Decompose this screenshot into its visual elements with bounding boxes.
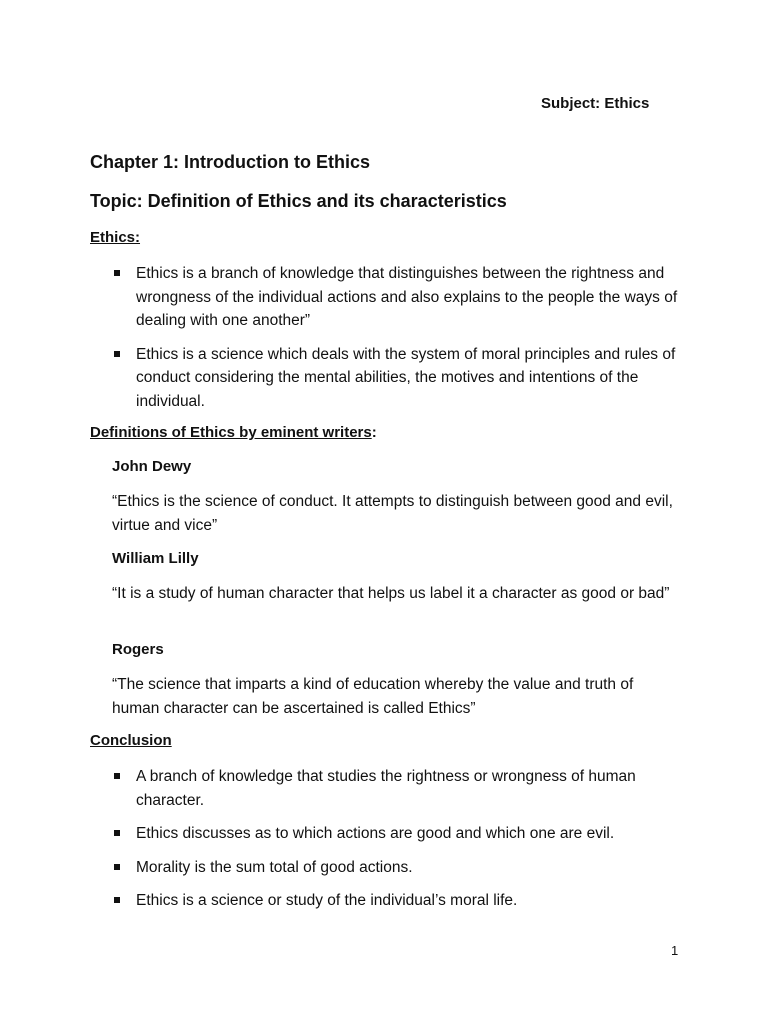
conclusion-heading-text: Conclusion [90, 732, 172, 749]
page-number: 1 [671, 943, 679, 958]
list-item [112, 343, 692, 414]
writer-name-dewy: John Dewy [112, 458, 192, 475]
bullet-text: Ethics is a science or study of the individual’s moral life. [136, 892, 518, 909]
conclusion-bullet-list [112, 765, 692, 913]
writer-quote-rogers: “The science that imparts a kind of education whereby the value and truth of human character can be ascertained is called Ethics” [112, 676, 634, 717]
bullet-text: Ethics is a science which deals with the system of moral principles and rules of conduct considering the mental abilities, the motives and intentions of the individual. [136, 345, 676, 410]
ethics-bullet-list [112, 262, 692, 413]
square-bullet-icon [114, 897, 120, 903]
square-bullet-icon [114, 773, 120, 779]
bullet-text: Ethics is a branch of knowledge that distinguishes between the rightness and wrongness of the individual actions and also explains to the people the ways of dealing with one another” [136, 265, 678, 329]
ethics-heading [90, 229, 140, 246]
list-item [112, 889, 692, 913]
definitions-heading-text: Definitions of Ethics by eminent writers [90, 424, 372, 441]
square-bullet-icon [114, 270, 120, 276]
topic-title: Topic: Definition of Ethics and its characteristics [90, 191, 507, 211]
bullet-text: A branch of knowledge that studies the rightness or wrongness of human character. [136, 768, 636, 809]
square-bullet-icon [114, 351, 120, 357]
subject-label: Subject: Ethics [541, 95, 650, 112]
list-item [112, 765, 692, 812]
list-item [112, 856, 692, 880]
conclusion-heading [90, 732, 172, 749]
ethics-heading-text: Ethics: [90, 229, 141, 246]
list-item [112, 262, 692, 333]
chapter-title: Chapter 1: Introduction to Ethics [90, 152, 371, 172]
writer-name-rogers: Rogers [112, 641, 164, 658]
square-bullet-icon [114, 830, 120, 836]
writer-quote-dewy: “Ethics is the science of conduct. It attempts to distinguish between good and evil, virtue and vice” [112, 493, 673, 534]
bullet-text: Ethics discusses as to which actions are good and which one are evil. [136, 825, 615, 842]
writer-quote-lilly: “It is a study of human character that helps us label it a character as good or bad” [112, 585, 670, 602]
list-item [112, 822, 692, 846]
definitions-heading-suffix: : [371, 424, 377, 441]
bullet-text: Morality is the sum total of good actions. [136, 858, 413, 876]
writer-name-lilly: William Lilly [112, 550, 199, 567]
definitions-heading [90, 424, 377, 441]
square-bullet-icon [114, 864, 120, 870]
